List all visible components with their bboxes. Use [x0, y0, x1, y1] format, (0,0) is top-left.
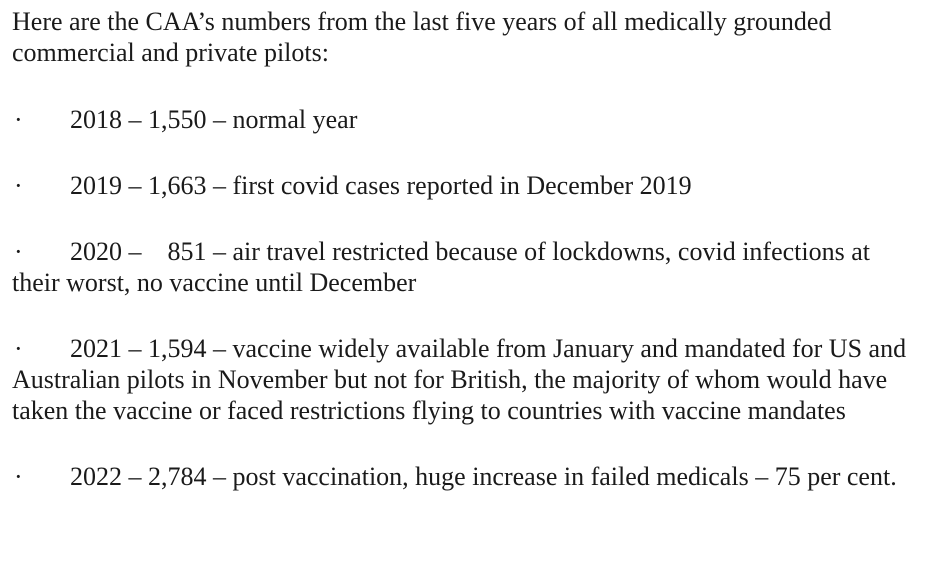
paragraph-spacer [12, 68, 924, 104]
list-item-2019 [12, 170, 924, 201]
bullet-icon: · [14, 237, 23, 266]
bullet-icon: · [14, 462, 23, 491]
bullet-icon: · [14, 105, 23, 134]
paragraph-spacer [12, 426, 924, 461]
list-item-text: 2022 – 2,784 – post vaccination, huge increase in failed medicals – 75 per cent. [70, 462, 897, 491]
list-item-2022 [12, 461, 924, 492]
paragraph-spacer [12, 298, 924, 333]
bullet-icon: · [14, 334, 23, 363]
bullet-icon: · [14, 171, 23, 200]
document-body [12, 6, 924, 492]
list-item-text: 2018 – 1,550 – normal year [70, 105, 358, 134]
list-item-2018 [12, 104, 924, 135]
list-item-text: 2021 – 1,594 – vaccine widely available from January and mandated for US and Australian pilots in November but not for British, the majority of whom would have taken the vaccine or faced restrictions flying to countries with vaccine mandates [12, 334, 907, 425]
intro-paragraph: Here are the CAA’s numbers from the last five years of all medically grounded commercial and private pilots: [12, 7, 832, 67]
list-item-2020 [12, 236, 924, 298]
paragraph-spacer [12, 135, 924, 170]
list-item-text: 2019 – 1,663 – first covid cases reported in December 2019 [70, 171, 692, 200]
paragraph-spacer [12, 201, 924, 236]
list-item-2021 [12, 333, 924, 426]
list-item-text: 2020 – 851 – air travel restricted because of lockdowns, covid infections at their worst, no vaccine until December [12, 237, 870, 297]
